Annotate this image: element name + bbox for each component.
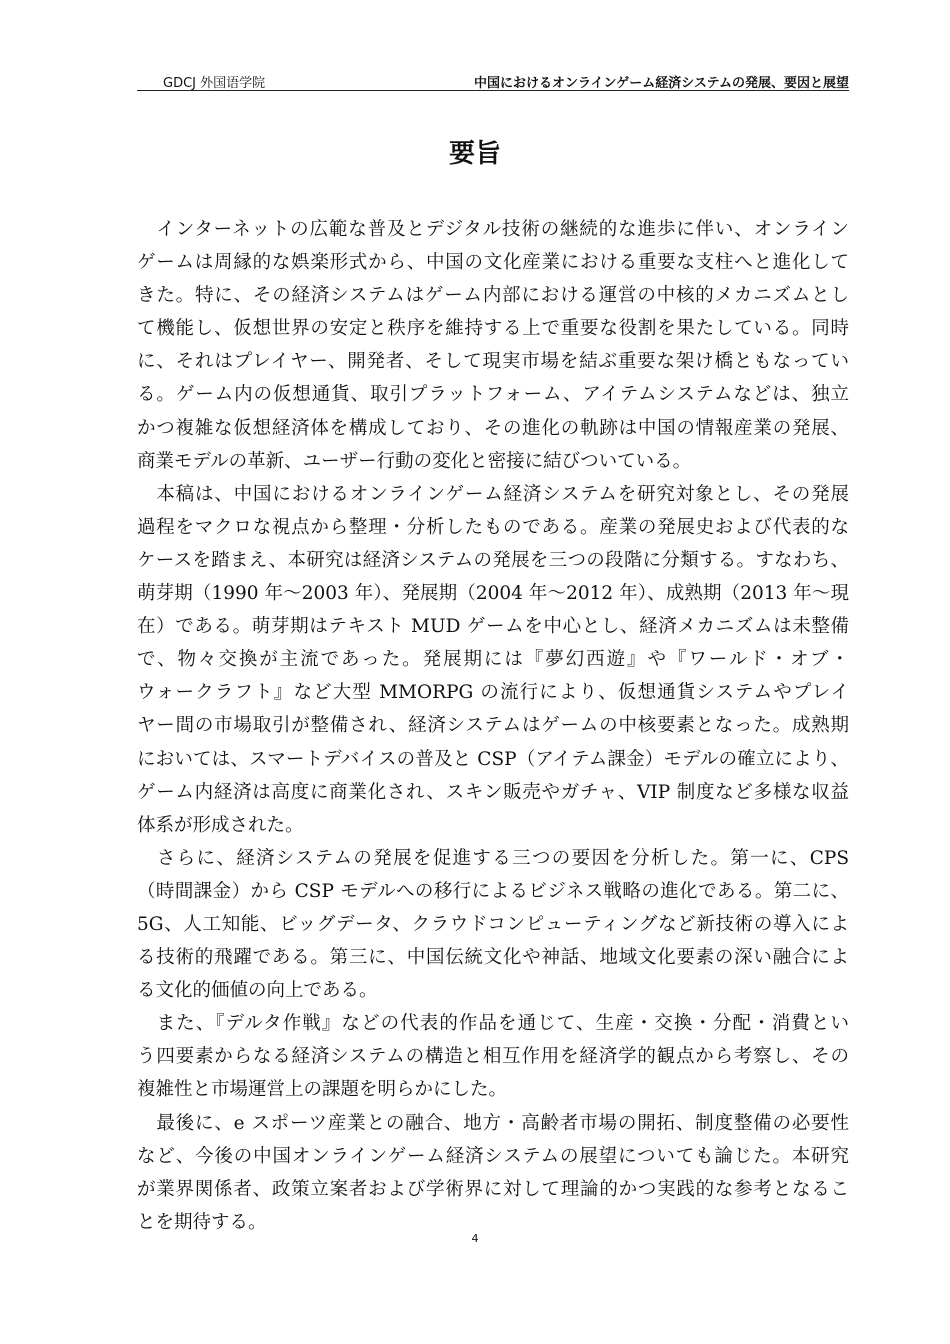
text-line: 最後に、e スポーツ産業との融合、地方・高齢者市場の開拓、制度整備の必要性 bbox=[137, 1112, 849, 1134]
text-line: る文化的価値の向上である。 bbox=[137, 980, 378, 1002]
text-line: 体系が形成された。 bbox=[137, 814, 304, 836]
text-line: う四要素からなる経済システムの構造と相互作用を経済学的観点から考察し、その bbox=[137, 1046, 849, 1068]
text-line: （時間課金）から CSP モデルへの移行によるビジネス戦略の進化である。第二に、 bbox=[137, 880, 849, 902]
text-line: ゲームは周縁的な娯楽形式から、中国の文化産業における重要な支柱へと進化して bbox=[137, 252, 849, 274]
text-line: インターネットの広範な普及とデジタル技術の継続的な進歩に伴い、オンライン bbox=[137, 219, 849, 240]
paragraph bbox=[137, 478, 849, 842]
text-line: ゲーム内経済は高度に商業化され、スキン販売やガチャ、VIP 制度など多様な収益 bbox=[137, 781, 849, 803]
paragraph bbox=[137, 1107, 849, 1239]
header-thesis-title: 中国におけるオンラインゲーム経済システムの発展、要因と展望 bbox=[473, 76, 849, 91]
text-line: 5G、人工知能、ビッグデータ、クラウドコンピューティングなど新技術の導入によ bbox=[137, 913, 849, 935]
text-line: て機能し、仮想世界の安定と秩序を維持する上で重要な役割を果たしている。同時 bbox=[137, 318, 849, 340]
text-line: 萌芽期（1990 年～2003 年）、発展期（2004 年～2012 年）、成熟期（2013 年～現 bbox=[137, 583, 849, 605]
page-number: 4 bbox=[471, 1232, 479, 1245]
text-line: また、『デルタ作戦』などの代表的作品を通じて、生産・交換・分配・消費とい bbox=[137, 1013, 849, 1035]
text-line: においては、スマートデバイスの普及と CSP（アイテム課金）モデルの確立により、 bbox=[137, 748, 849, 770]
text-line: ウォークラフト』など大型 MMORPG の流行により、仮想通貨システムやプレイ bbox=[137, 682, 849, 704]
running-header bbox=[137, 70, 849, 91]
abstract-body bbox=[137, 213, 849, 1239]
text-line: が業界関係者、政策立案者および学術界に対して理論的かつ実践的な参考となるこ bbox=[137, 1178, 849, 1200]
text-line: る。ゲーム内の仮想通貨、取引プラットフォーム、アイテムシステムなどは、独立 bbox=[137, 384, 849, 406]
page-title: 要旨 bbox=[448, 139, 501, 169]
text-line: さらに、経済システムの発展を促進する三つの要因を分析した。第一に、CPS bbox=[137, 847, 849, 869]
text-line: とを期待する。 bbox=[137, 1211, 267, 1233]
text-line: る技術的飛躍である。第三に、中国伝統文化や神話、地域文化要素の深い融合によ bbox=[137, 947, 849, 969]
text-line: 過程をマクロな視点から整理・分析したものである。産業の発展史および代表的な bbox=[137, 516, 849, 538]
text-line: 複雑性と市場運営上の課題を明らかにした。 bbox=[137, 1079, 508, 1101]
text-line: 商業モデルの革新、ユーザー行動の変化と密接に結びついている。 bbox=[137, 450, 692, 472]
text-line: で、物々交換が主流であった。発展期には『夢幻西遊』や『ワールド・オブ・ bbox=[137, 649, 849, 671]
text-line: きた。特に、その経済システムはゲーム内部における運営の中核的メカニズムとし bbox=[137, 285, 849, 307]
text-line: かつ複雑な仮想経済体を構成しており、その進化の軌跡は中国の情報産業の発展、 bbox=[137, 417, 849, 439]
text-line: 本稿は、中国におけるオンラインゲーム経済システムを研究対象とし、その発展 bbox=[137, 483, 849, 505]
text-line: など、今後の中国オンラインゲーム経済システムの展望についても論じた。本研究 bbox=[137, 1145, 849, 1167]
text-line: ケースを踏まえ、本研究は経済システムの発展を三つの段階に分類する。すなわち、 bbox=[137, 549, 849, 571]
header-institution: GDCJ 外国语学院 bbox=[163, 76, 266, 91]
paragraph bbox=[137, 842, 849, 1007]
paragraph bbox=[137, 1007, 849, 1106]
text-line: 在）である。萌芽期はテキスト MUD ゲームを中心とし、経済メカニズムは未整備 bbox=[137, 616, 849, 638]
text-line: に、それはプレイヤー、開発者、そして現実市場を結ぶ重要な架け橋ともなってい bbox=[137, 351, 849, 373]
text-line: ヤー間の市場取引が整備され、経済システムはゲームの中核要素となった。成熟期 bbox=[137, 715, 849, 737]
paragraph bbox=[137, 213, 849, 478]
